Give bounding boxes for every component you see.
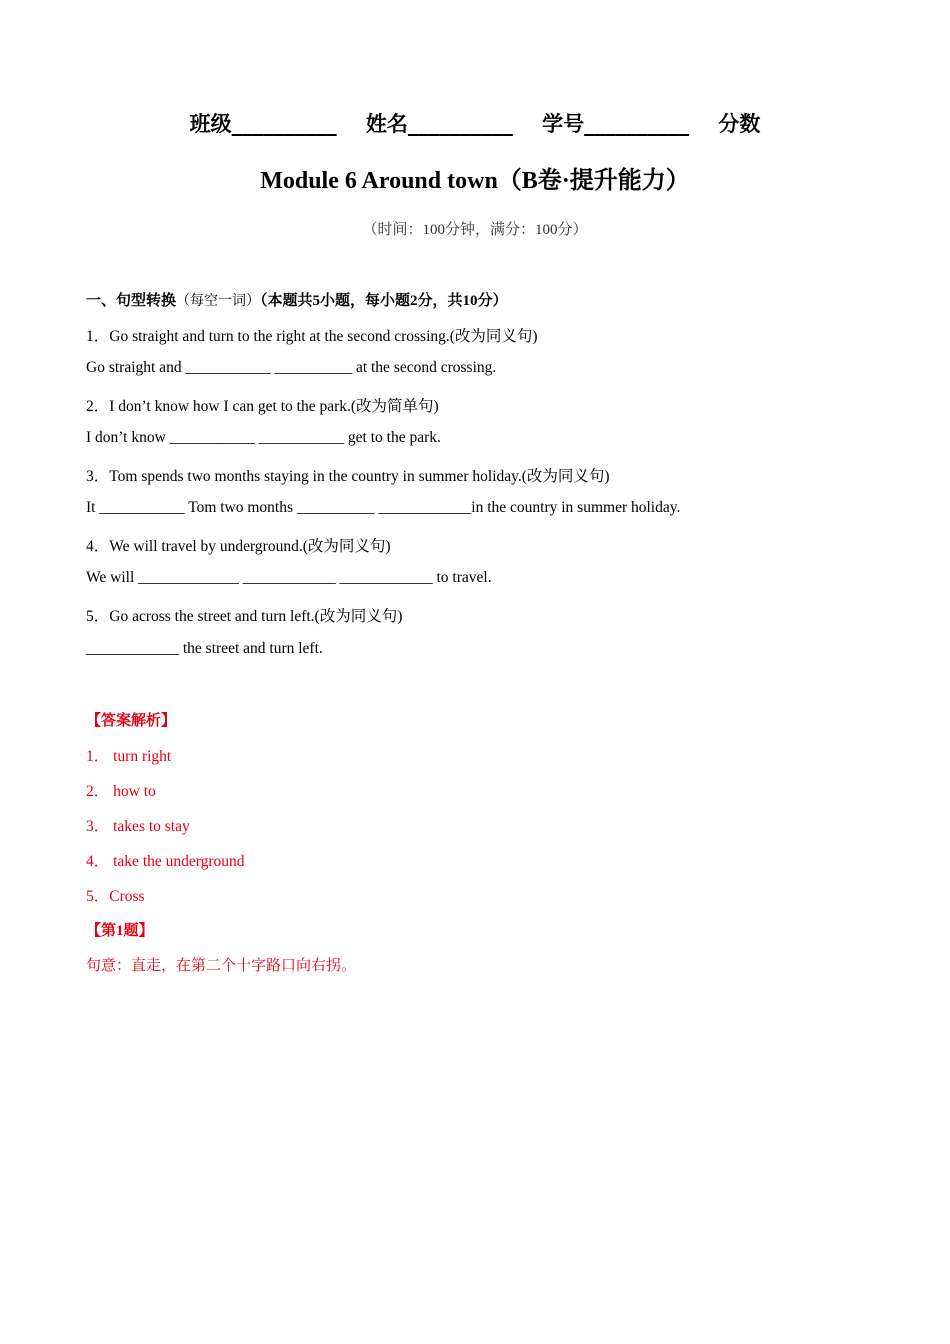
section-points: （本题共5小题，每小题2分，共10分） <box>260 293 508 309</box>
question-2-prompt: 2．I don’t know how I can get to the park.(改为简单句) <box>86 398 439 415</box>
answer-4: 4． take the underground <box>86 853 245 870</box>
section-heading <box>86 289 508 310</box>
exam-time-score: （时间：100分钟，满分：100分） <box>362 222 588 238</box>
question-2-blank: I don’t know ___________ ___________ get to the park. <box>86 429 441 446</box>
question-1-prompt: 1．Go straight and turn to the right at the second crossing.(改为同义句) <box>86 328 538 345</box>
answer-heading: 【答案解析】 <box>86 713 177 729</box>
answer-1: 1． turn right <box>86 748 172 765</box>
student-info-fields: 班级__________ 姓名__________ 学号__________ 分数 <box>189 112 761 136</box>
answer-3: 3． takes to stay <box>86 818 190 835</box>
question-1-blank: Go straight and ___________ __________ at the second crossing. <box>86 359 497 376</box>
question-4-blank: We will _____________ ____________ ____________ to travel. <box>86 569 492 586</box>
answer-2: 2． how to <box>86 783 156 800</box>
section-note: （每空一词） <box>176 293 261 309</box>
question-3-prompt: 3．Tom spends two months staying in the country in summer holiday.(改为同义句) <box>86 468 610 485</box>
answer-q1-heading: 【第1题】 <box>86 923 154 939</box>
section-title: 一、句型转换 <box>86 293 177 309</box>
document-title: Module 6 Around town（B卷·提升能力） <box>260 168 690 194</box>
answer-q1-explanation: 句意：直走，在第二个十字路口向右拐。 <box>86 956 357 974</box>
question-5-prompt: 5．Go across the street and turn left.(改为同义句) <box>86 608 403 625</box>
question-3-blank: It ___________ Tom two months __________ ____________in the country in summer holiday. <box>86 499 681 516</box>
question-4-prompt: 4．We will travel by underground.(改为同义句) <box>86 538 391 555</box>
answer-5: 5．Cross <box>86 888 145 905</box>
question-5-blank: ____________ the street and turn left. <box>86 640 323 657</box>
